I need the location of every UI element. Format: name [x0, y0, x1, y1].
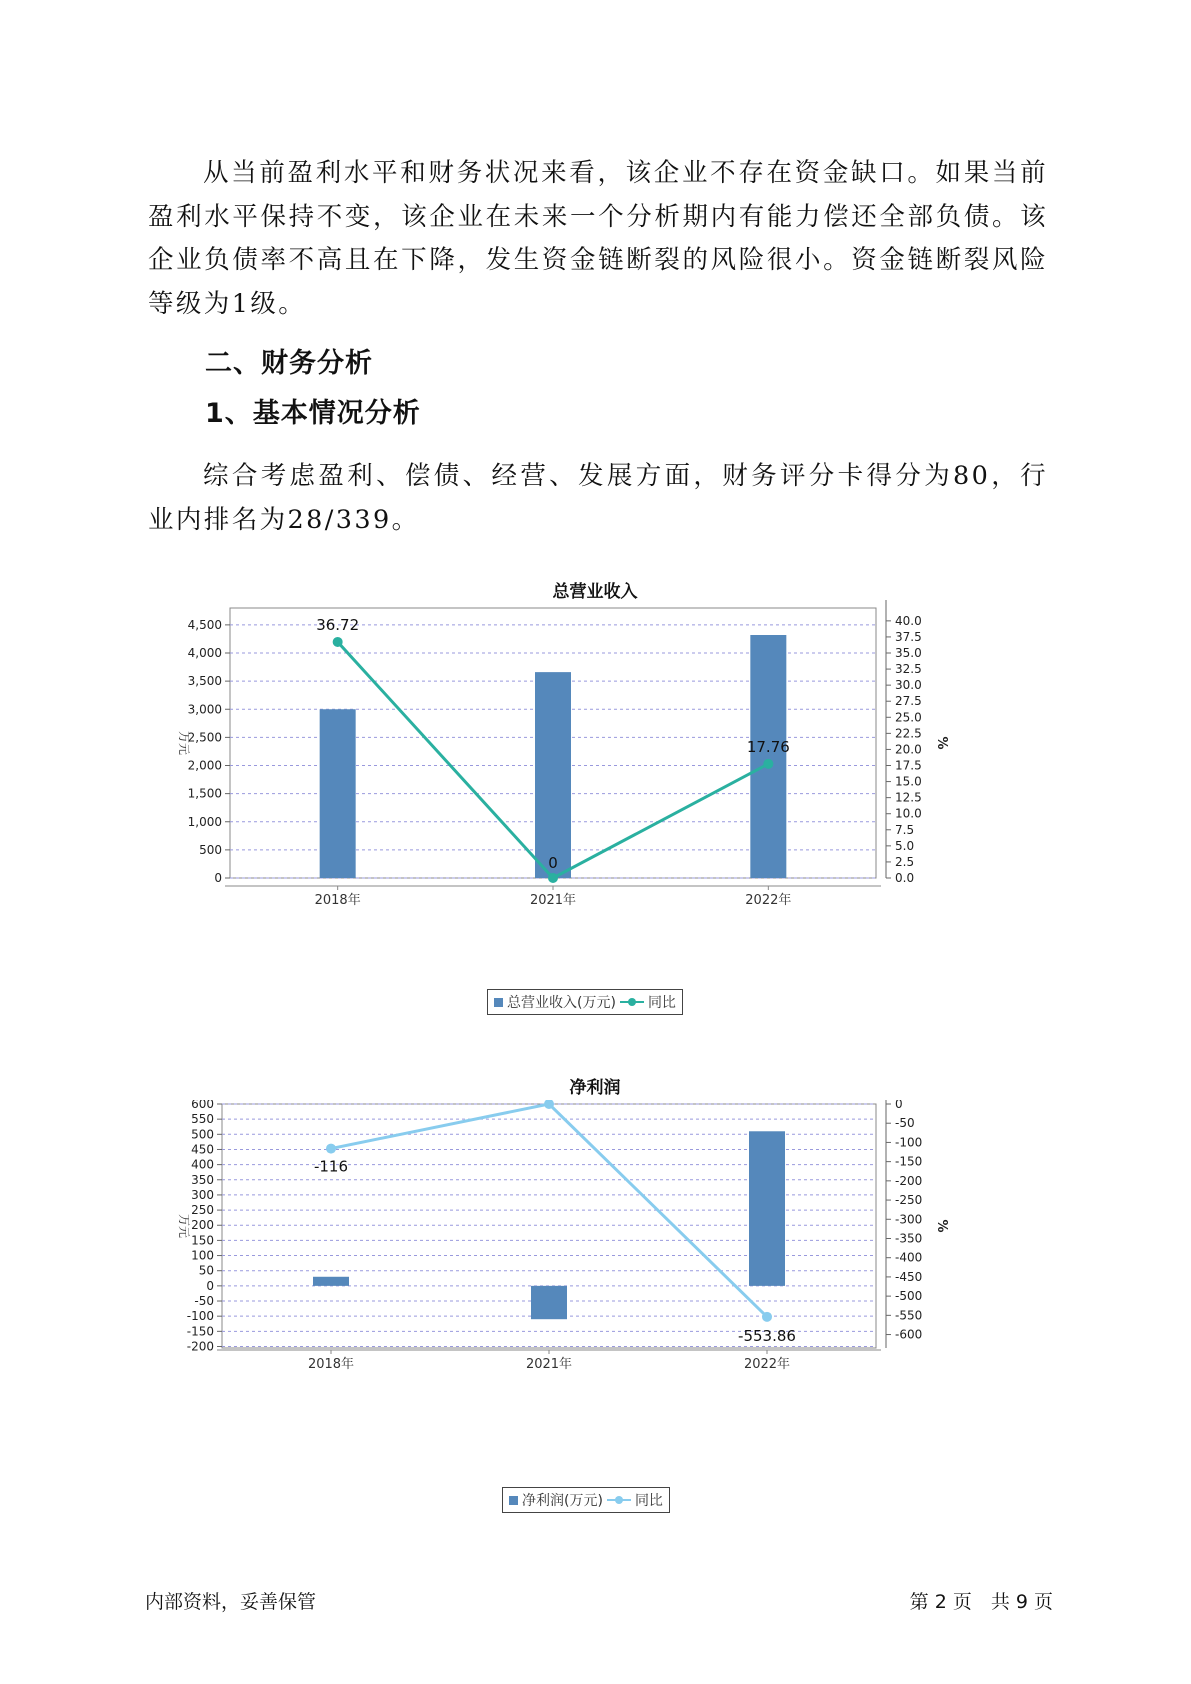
- y2-tick-label: 17.5: [895, 758, 922, 773]
- legend-line-swatch: [620, 997, 644, 1007]
- y-tick-label: 400: [191, 1157, 214, 1172]
- y2-tick-label: -200: [895, 1173, 923, 1188]
- y2-tick-label: -50: [895, 1116, 915, 1131]
- y2-tick-label: 12.5: [895, 790, 922, 805]
- x-tick-label: 2018年: [314, 893, 361, 908]
- y2-tick-label: -150: [895, 1154, 923, 1169]
- legend-line-label: 同比: [647, 995, 676, 1011]
- section-heading: 二、财务分析: [205, 348, 373, 379]
- y2-tick-label: -450: [895, 1269, 923, 1284]
- y2-tick-label: 10.0: [895, 806, 922, 821]
- paragraph-score: 综合考虑盈利、偿债、经营、发展方面，财务评分卡得分为80，行业内排名为28/339。: [148, 461, 1048, 535]
- bar-2018年: [313, 1277, 349, 1286]
- chart2-legend: [502, 1487, 670, 1513]
- y2-tick-label: 7.5: [895, 822, 915, 837]
- y-tick-label: 1,000: [187, 814, 222, 829]
- bar-2021年: [531, 1286, 567, 1319]
- legend-bar-label: 总营业收入(万元): [507, 995, 616, 1011]
- y-tick-label: 250: [191, 1203, 214, 1218]
- y2-tick-label: 22.5: [895, 726, 922, 741]
- y2-tick-label: -550: [895, 1308, 923, 1323]
- y2-tick-label: -350: [895, 1231, 923, 1246]
- yoy-point-2018年: [333, 637, 343, 647]
- y2-tick-label: 25.0: [895, 710, 922, 725]
- y2-tick-label: -600: [895, 1327, 923, 1342]
- yoy-data-label: 0: [548, 854, 558, 872]
- y2-tick-label: 2.5: [895, 854, 915, 869]
- y-tick-label: 500: [199, 842, 222, 857]
- page-number: 第 2 页 共 9 页: [909, 1591, 1053, 1613]
- y-tick-label: 4,000: [187, 646, 222, 660]
- x-tick-label: 2021年: [529, 893, 577, 908]
- y-tick-label: -150: [186, 1324, 214, 1339]
- yoy-point-2022年: [763, 759, 773, 769]
- x-tick-label: 2021年: [525, 1357, 573, 1372]
- yoy-data-label: -553.86: [738, 1326, 796, 1345]
- y-tick-label: -100: [186, 1309, 214, 1324]
- y-tick-label: 4,500: [187, 617, 222, 632]
- y-tick-label: -50: [194, 1294, 214, 1309]
- bar-2022年: [750, 635, 786, 878]
- y-axis-label: 万元: [177, 730, 191, 756]
- y2-tick-label: 37.5: [895, 629, 922, 644]
- y2-tick-label: 0: [895, 1100, 903, 1111]
- y-tick-label: 2,000: [187, 758, 222, 773]
- y2-axis-label: %: [934, 1219, 949, 1233]
- y-tick-label: 150: [191, 1233, 214, 1248]
- y2-tick-label: 15.0: [895, 774, 922, 789]
- y-axis-label: 万元: [177, 1213, 191, 1239]
- y2-tick-label: 27.5: [895, 694, 922, 709]
- yoy-point-2021年: [548, 873, 558, 883]
- y2-tick-label: -300: [895, 1212, 923, 1227]
- y2-axis-label: %: [934, 736, 949, 750]
- y-tick-label: 350: [191, 1172, 214, 1187]
- y-tick-label: 50: [198, 1263, 214, 1278]
- net-profit-chart: [170, 1100, 1040, 1470]
- bar-2021年: [535, 672, 571, 878]
- y2-tick-label: -100: [895, 1135, 923, 1150]
- legend-bar-label: 净利润(万元): [522, 1493, 603, 1509]
- yoy-point-2018年: [326, 1144, 336, 1154]
- y2-tick-label: 40.0: [895, 613, 922, 628]
- y2-tick-label: -400: [895, 1250, 923, 1265]
- legend-bar-swatch: [509, 1496, 518, 1505]
- yoy-data-label: -116: [313, 1157, 349, 1176]
- revenue-chart: [170, 600, 1040, 975]
- legend-line-swatch: [607, 1495, 631, 1505]
- y2-tick-label: 5.0: [895, 838, 915, 853]
- chart2-title: 净利润: [569, 1078, 621, 1098]
- y-tick-label: 3,000: [187, 702, 222, 717]
- y2-tick-label: 20.0: [895, 742, 922, 757]
- y2-tick-label: 32.5: [895, 662, 922, 677]
- y-tick-label: 1,500: [187, 786, 222, 801]
- y-tick-label: 300: [191, 1187, 214, 1202]
- yoy-point-2022年: [762, 1312, 772, 1322]
- y-tick-label: 0: [214, 871, 222, 885]
- y-tick-label: 600: [191, 1100, 214, 1111]
- footer-note: 内部资料，妥善保管: [145, 1591, 317, 1613]
- x-tick-label: 2018年: [307, 1357, 355, 1372]
- y-tick-label: 3,500: [187, 674, 222, 689]
- yoy-data-label: 36.72: [316, 615, 360, 634]
- y-tick-label: 550: [191, 1112, 214, 1127]
- y-tick-label: 2,500: [187, 730, 222, 745]
- y-tick-label: 0: [206, 1278, 214, 1293]
- chart1-title: 总营业收入: [552, 582, 638, 602]
- y2-tick-label: -250: [895, 1193, 923, 1208]
- paragraph-funding-risk: 从当前盈利水平和财务状况来看，该企业不存在资金缺口。如果当前盈利水平保持不变，该企业在未来一个分析期内有能力偿还全部负债。该企业负债率不高且在下降，发生资金链断裂的风险很小。资金链断裂风险等级为1级。: [148, 158, 1048, 319]
- legend-bar-swatch: [494, 998, 503, 1007]
- bar-2022年: [749, 1131, 785, 1286]
- bar-2018年: [320, 709, 356, 878]
- y-tick-label: 100: [191, 1248, 214, 1263]
- chart1-legend: [487, 989, 683, 1015]
- y2-tick-label: 0.0: [895, 871, 915, 885]
- y-tick-label: -200: [186, 1339, 214, 1354]
- legend-line-label: 同比: [634, 1493, 663, 1509]
- yoy-data-label: 17.76: [746, 737, 790, 756]
- y2-tick-label: -500: [895, 1289, 923, 1304]
- y2-tick-label: 35.0: [895, 646, 922, 660]
- y-tick-label: 500: [191, 1127, 214, 1142]
- y2-tick-label: 30.0: [895, 678, 922, 693]
- x-tick-label: 2022年: [745, 893, 792, 908]
- x-tick-label: 2022年: [743, 1357, 791, 1372]
- subsection-heading: 1、基本情况分析: [205, 398, 421, 429]
- y-tick-label: 200: [191, 1218, 214, 1233]
- y-tick-label: 450: [191, 1142, 214, 1157]
